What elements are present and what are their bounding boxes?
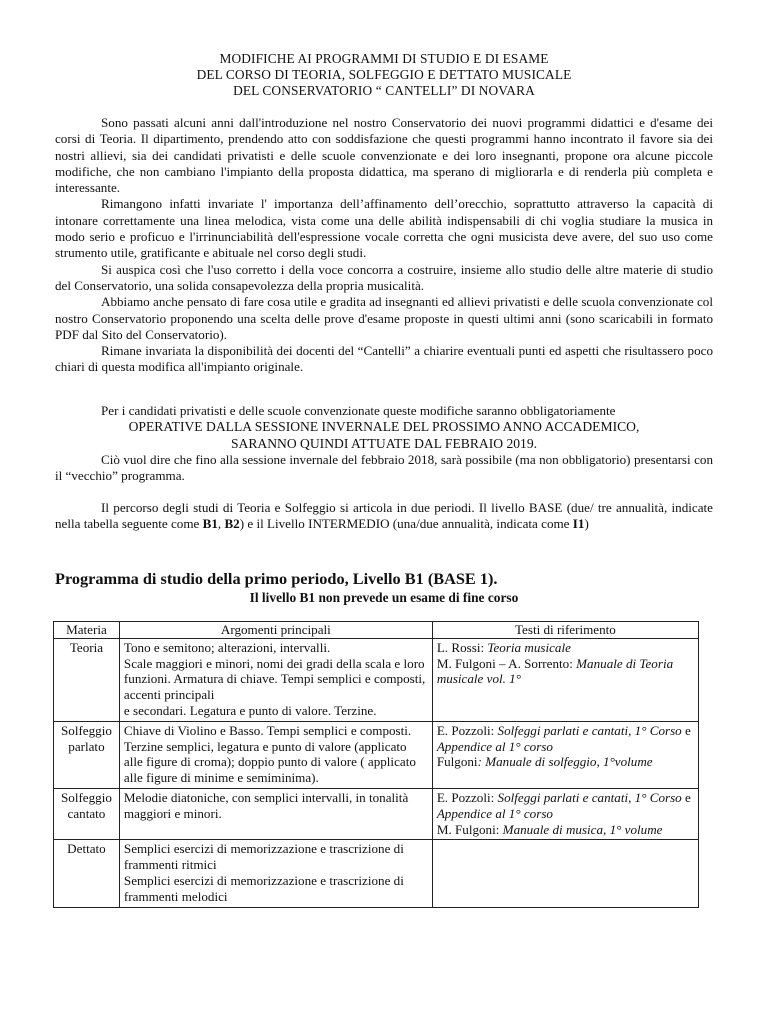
header-materia: Materia xyxy=(54,622,120,639)
ref-title-2: Appendice al 1° corso xyxy=(436,738,553,754)
testi-cell xyxy=(432,721,698,788)
program-table xyxy=(53,621,699,908)
level-i1-label: I1 xyxy=(572,516,585,532)
ref-joiner: e xyxy=(681,789,691,805)
ref-title: Solfeggi parlati e cantati, 1° Corso xyxy=(497,789,682,805)
materia-cell: Dettato xyxy=(54,840,120,907)
paragraph-6: Per i candidati privatisti e delle scuole convenzionate queste modifiche saranno obbligatoriamente xyxy=(101,403,616,418)
testo-ref xyxy=(437,790,694,822)
argomento-line: Tono e semitono; alterazioni, intervalli. xyxy=(123,639,331,655)
operative-line-1: OPERATIVE DALLA SESSIONE INVERNALE DEL PROSSIMO ANNO ACCADEMICO, xyxy=(128,419,640,435)
p8-text-a: Il percorso degli studi di Teoria e Solfeggio si articola in due periodi. Il livello BASE (due/ tre annualità, indicate nella tabella seguente come xyxy=(55,500,713,532)
ref-title: : Manuale di solfeggio, 1°volume xyxy=(477,754,653,770)
table-header-row xyxy=(54,622,699,639)
table-row xyxy=(54,721,699,788)
p8-text-d: ) xyxy=(584,516,589,532)
argomenti-cell xyxy=(119,721,432,788)
table-row xyxy=(54,638,699,721)
section-heading xyxy=(55,569,498,589)
table-row xyxy=(54,788,699,839)
paragraph-1: Sono passati alcuni anni dall'introduzione nel nostro Conservatorio dei nuovi programmi didattici e d'esame dei corsi di Teoria. Il dipartimento, prendendo atto con soddisfazione che questi programmi hanno incontrato il favore sia dei nostri allievi, sia dei candidati privatisti e delle scuole convenzionate e dei loro insegnanti, propone ora alcune piccole modifiche, che non cambiano l'impianto della proposta didattica, ma sperano di migliorarla e di renderla più completa e interessante. xyxy=(55,115,713,196)
paragraph-8 xyxy=(55,500,713,533)
testi-cell xyxy=(432,840,698,907)
section-heading-a: Programma di studio della primo periodo, xyxy=(55,569,353,588)
paragraph-4: Abbiamo anche pensato di fare cosa utile e gradita ad insegnanti ed allievi privatisti e delle scuola convenzionate col nostro Conservatorio proponendo una scelta delle prove d'esame proposte in questi ultimi anni (sono scaricabili in formato PDF dal Sito del Conservatorio). xyxy=(55,294,713,342)
argomento-line: Semplici esercizi di memorizzazione e trascrizione di frammenti ritmici xyxy=(123,841,404,873)
materia-cell: Teoria xyxy=(54,638,120,721)
testo-ref xyxy=(437,656,694,688)
ref-joiner: e xyxy=(681,722,691,738)
paragraph-7: Ciò vuol dire che fino alla sessione invernale del febbraio 2018, sarà possibile (ma non obbligatorio) presentarsi con il “vecchio” programma. xyxy=(55,451,713,484)
title-line-2: DEL CORSO DI TEORIA, SOLFEGGIO E DETTATO MUSICALE xyxy=(196,67,572,82)
argomento-line: Scale maggiori e minori, nomi dei gradi della scala e loro funzioni. Armatura di chiave. Tempi semplici e composti, accenti principali xyxy=(123,655,426,703)
argomento-line: e secondari. Legatura e punto di valore. Terzine. xyxy=(123,702,377,718)
operative-line-2: SARANNO QUINDI ATTUATE DAL FEBRAIO 2019. xyxy=(230,435,538,451)
ref-author: E. Pozzoli: xyxy=(436,789,498,805)
argomenti-cell xyxy=(119,840,432,907)
ref-author: L. Rossi: xyxy=(436,639,488,655)
ref-title: Manuale di musica, 1° volume xyxy=(502,821,663,837)
ref-author: Fulgoni xyxy=(436,754,478,770)
materia-cell: Solfeggio parlato xyxy=(54,721,120,788)
ref-author: M. Fulgoni: xyxy=(436,821,503,837)
title-line-1: MODIFICHE AI PROGRAMMI DI STUDIO E DI ESAME xyxy=(219,51,549,66)
notice-body xyxy=(55,403,713,484)
p8-separator: , xyxy=(217,516,225,532)
paragraph-5: Rimane invariata la disponibilità dei docenti del “Cantelli” a chiarire eventuali punti ed aspetti che risultassero poco chiari di questa modifica all'impianto originale. xyxy=(55,343,713,375)
testo-ref xyxy=(437,822,694,838)
argomento-line: Chiave di Violino e Basso. Tempi semplici e composti. Terzine semplici, legatura e punto di valore (applicato alle figure di croma); doppio punto di valore ( applicato alle figure di minime e semiminima). xyxy=(123,722,416,786)
section-heading-b: Livello B1 (BASE 1). xyxy=(352,569,498,588)
level-b1-label: B1 xyxy=(202,516,218,532)
testo-ref xyxy=(437,723,694,755)
argomento-line: Semplici esercizi di memorizzazione e trascrizione di frammenti melodici xyxy=(123,872,404,904)
header-testi: Testi di riferimento xyxy=(432,622,698,639)
levels-body xyxy=(55,500,713,533)
paragraph-2: Rimangono infatti invariate l' importanza dell’affinamento dell’orecchio, soprattutto attraverso la capacità di intonare correttamente una linea melodica, vista come una delle abilità indispensabili di chi voglia studiare la musica in modo serio e proficuo e l'irrinunciabilità dell'espressione vocale corretta che ogni musicista deve avere, del suo uso come strumento utile, gratificante e abituale nel corso degli studi. xyxy=(55,196,713,261)
level-b2-label: B2 xyxy=(224,516,240,532)
testi-cell xyxy=(432,638,698,721)
intro-body xyxy=(55,115,713,376)
p8-text-c: ) e il Livello INTERMEDIO (una/due annualità, indicata come xyxy=(239,516,573,532)
paragraph-3: Si auspica così che l'uso corretto i della voce concorra a costruire, insieme allo studio delle altre materie di studio del Conservatorio, una solida consapevolezza della propria musicalità. xyxy=(55,261,713,293)
ref-author: M. Fulgoni – A. Sorrento: xyxy=(436,655,577,671)
materia-cell: Solfeggio cantato xyxy=(54,788,120,839)
ref-title-2: Appendice al 1° corso xyxy=(436,805,553,821)
ref-author: E. Pozzoli: xyxy=(436,722,498,738)
ref-title: Manuale di Teoria musicale vol. 1° xyxy=(436,655,674,687)
argomento-line: Melodie diatoniche, con semplici intervalli, in tonalità maggiori e minori. xyxy=(123,789,409,821)
header-argomenti: Argomenti principali xyxy=(119,622,432,639)
ref-title: Solfeggi parlati e cantati, 1° Corso xyxy=(497,722,682,738)
section-subheading: Il livello B1 non prevede un esame di fine corso xyxy=(249,590,519,605)
argomenti-cell xyxy=(119,788,432,839)
testi-cell xyxy=(432,788,698,839)
testo-ref xyxy=(437,754,694,770)
argomenti-cell xyxy=(119,638,432,721)
document-title xyxy=(0,51,768,99)
table-row xyxy=(54,840,699,907)
title-line-3: DEL CONSERVATORIO “ CANTELLI” DI NOVARA xyxy=(233,83,535,98)
ref-title: Teoria musicale xyxy=(487,639,571,655)
testo-ref xyxy=(437,640,694,656)
